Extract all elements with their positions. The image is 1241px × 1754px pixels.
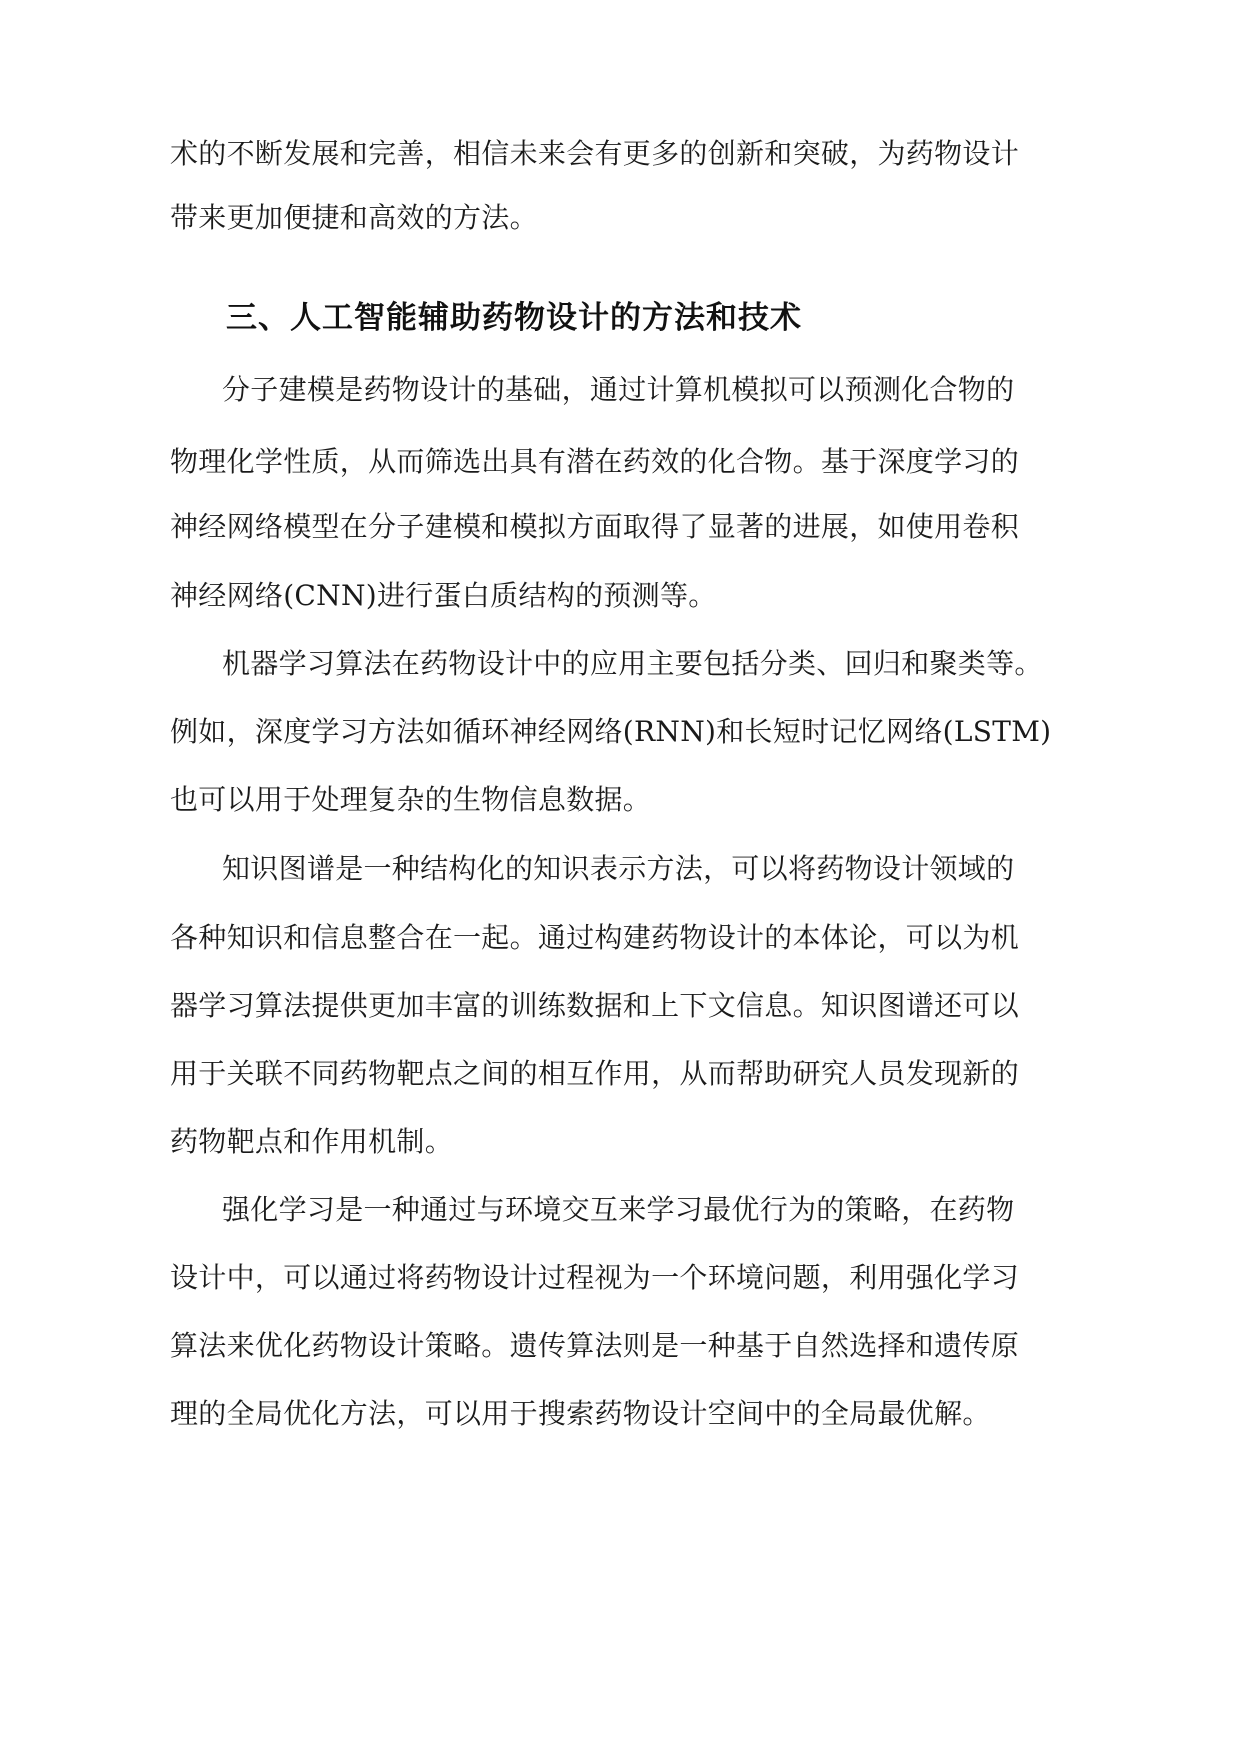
paragraph-line: 例如，深度学习方法如循环神经网络(RNN)和长短时记忆网络(LSTM) bbox=[170, 715, 1052, 748]
paragraph-line: 神经网络(CNN)进行蛋白质结构的预测等。 bbox=[170, 579, 717, 612]
paragraph-line: 药物靶点和作用机制。 bbox=[170, 1125, 454, 1158]
paragraph-line: 用于关联不同药物靶点之间的相互作用，从而帮助研究人员发现新的 bbox=[170, 1057, 1020, 1090]
paragraph-line: 强化学习是一种通过与环境交互来学习最优行为的策略，在药物 bbox=[222, 1193, 1015, 1226]
section-heading: 三、人工智能辅助药物设计的方法和技术 bbox=[226, 300, 802, 336]
paragraph-line: 物理化学性质，从而筛选出具有潜在药效的化合物。基于深度学习的 bbox=[170, 445, 1020, 478]
continuation-line: 术的不断发展和完善，相信未来会有更多的创新和突破，为药物设计 bbox=[170, 137, 1020, 170]
paragraph-line: 各种知识和信息整合在一起。通过构建药物设计的本体论，可以为机 bbox=[170, 921, 1020, 954]
paragraph-line: 分子建模是药物设计的基础，通过计算机模拟可以预测化合物的 bbox=[222, 373, 1015, 406]
paragraph-line: 理的全局优化方法，可以用于搜索药物设计空间中的全局最优解。 bbox=[170, 1397, 991, 1430]
paragraph-line: 也可以用于处理复杂的生物信息数据。 bbox=[170, 783, 652, 816]
paragraph-line: 算法来优化药物设计策略。遗传算法则是一种基于自然选择和遗传原 bbox=[170, 1329, 1020, 1362]
paragraph-line: 设计中，可以通过将药物设计过程视为一个环境问题，利用强化学习 bbox=[170, 1261, 1020, 1294]
paragraph-line: 器学习算法提供更加丰富的训练数据和上下文信息。知识图谱还可以 bbox=[170, 989, 1020, 1022]
paragraph-line: 神经网络模型在分子建模和模拟方面取得了显著的进展，如使用卷积 bbox=[170, 510, 1020, 543]
continuation-line: 带来更加便捷和高效的方法。 bbox=[170, 201, 538, 234]
paragraph-line: 知识图谱是一种结构化的知识表示方法，可以将药物设计领域的 bbox=[222, 852, 1015, 885]
paragraph-line: 机器学习算法在药物设计中的应用主要包括分类、回归和聚类等。 bbox=[222, 647, 1043, 680]
